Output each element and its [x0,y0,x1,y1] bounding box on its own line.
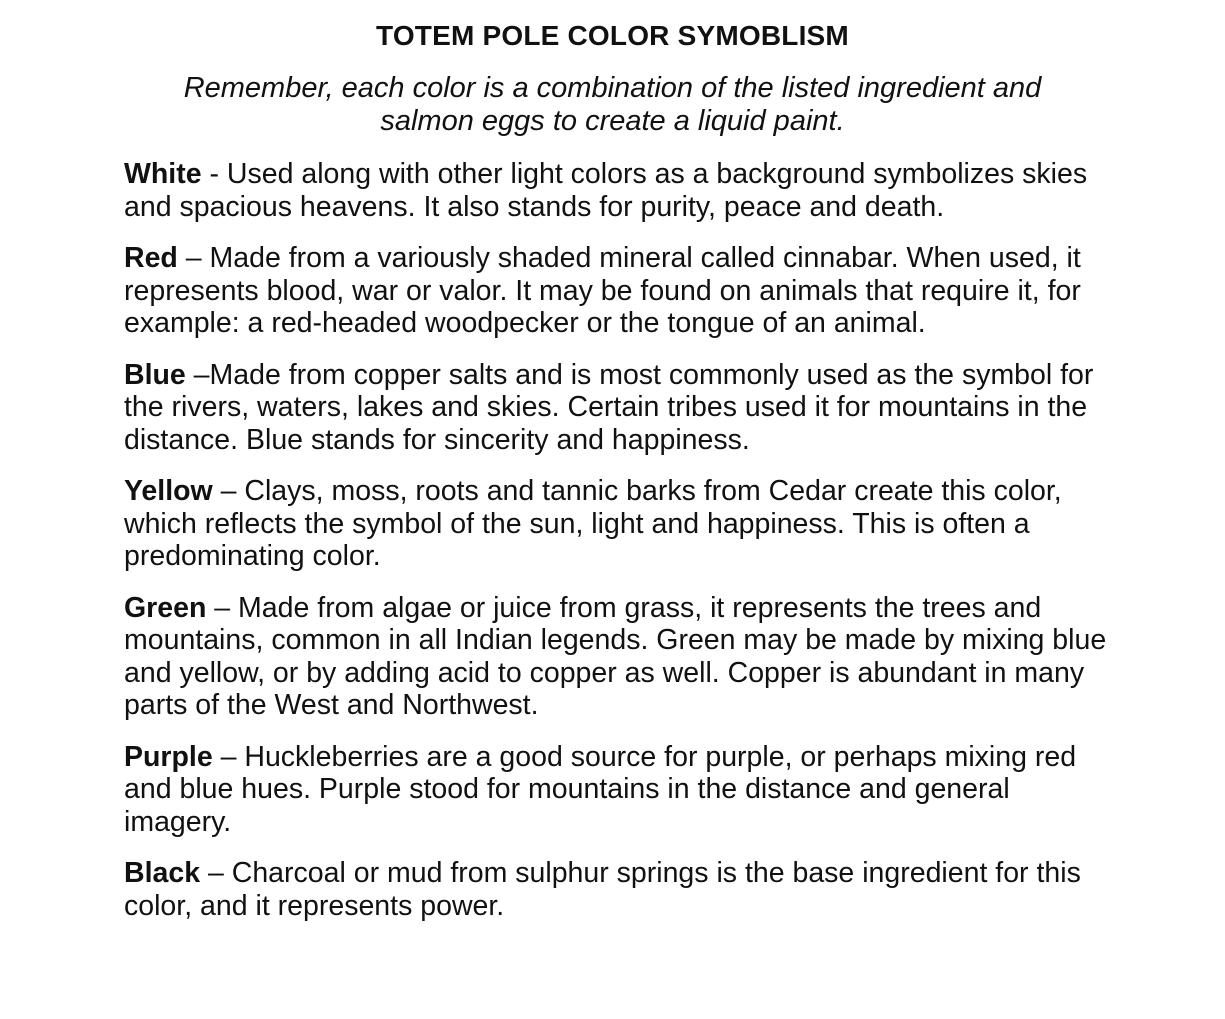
color-entry-purple [124,741,1114,839]
color-description-black: – Charcoal or mud from sulphur springs is the base ingredient for this color, and it represents power. [124,857,1081,922]
color-label-black: Black [124,857,201,889]
document-title: TOTEM POLE COLOR SYMOBLISM [376,20,849,51]
color-entry-red [124,242,1114,340]
color-description-green: – Made from algae or juice from grass, it represents the trees and mountains, common in all Indian legends. Green may be made by mixing blue and yellow, or by adding acid to copper as well. Copper is abundant in many parts of the West and Northwest. [124,591,1107,721]
color-description-yellow: – Clays, moss, roots and tannic barks from Cedar create this color, which reflects the symbol of the sun, light and happiness. This is often a predominating color. [124,475,1062,572]
color-entries-list [124,158,1114,941]
color-description-purple: – Huckleberries are a good source for purple, or perhaps mixing red and blue hues. Purple stood for mountains in the distance and general imagery. [124,740,1077,838]
color-description-red: – Made from a variously shaded mineral called cinnabar. When used, it represents blood, war or valor. It may be found on animals that require it, for example: a red-headed woodpecker or the tongue of an animal. [124,242,1081,339]
color-label-purple: Purple [124,740,213,773]
document-subtitle: Remember, each color is a combination of the listed ingredient and salmon eggs to create a liquid paint. [183,72,1042,137]
color-entry-white [124,158,1114,223]
color-label-yellow: Yellow [124,475,213,507]
color-description-white: - Used along with other light colors as a background symbolizes skies and spacious heavens. It also stands for purity, peace and death. [124,158,1088,223]
color-label-green: Green [124,591,207,624]
color-entry-blue [124,359,1114,457]
color-description-blue: –Made from copper salts and is most commonly used as the symbol for the rivers, waters, lakes and skies. Certain tribes used it for mountains in the distance. Blue stands for sincerity and happiness. [124,358,1094,456]
color-label-blue: Blue [124,358,186,391]
color-entry-yellow [124,475,1114,573]
color-entry-green [124,592,1114,722]
color-label-red: Red [124,242,178,274]
color-label-white: White [124,158,202,190]
color-entry-black [124,857,1114,922]
